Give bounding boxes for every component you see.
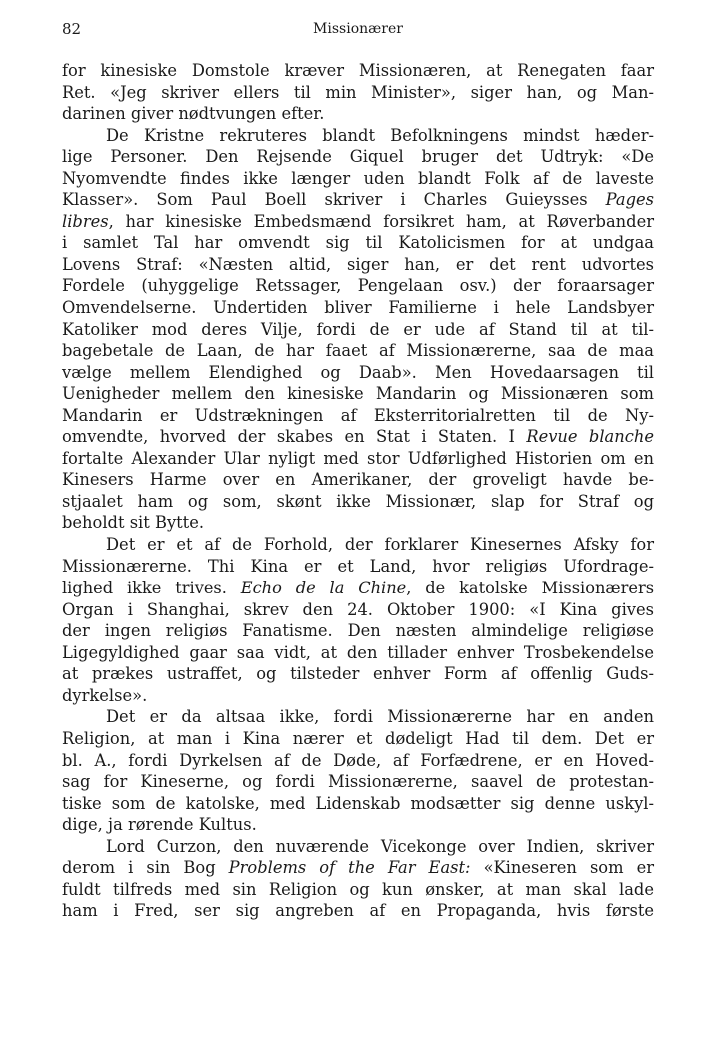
text-line — [62, 577, 654, 599]
text-segment: dige, ja rørende Kultus. — [62, 815, 257, 835]
italic-title: Problems of the Far East: — [228, 858, 471, 878]
text-segment: fuldt tilfreds med sin Religion og kun ønsker, at man skal lade — [62, 879, 654, 899]
text-line — [62, 125, 654, 147]
text-line — [62, 211, 654, 233]
text-line — [62, 534, 654, 556]
text-line — [62, 771, 654, 793]
running-title: Missionærer — [313, 21, 403, 37]
text-segment: omvendte, hvorved der skabes en Stat i Staten. I — [62, 427, 527, 447]
text-segment: Ligegyldighed gaar saa vidt, at den tillader enhver Trosbekendelse — [62, 642, 654, 662]
text-line — [62, 383, 654, 405]
italic-title: Echo de la Chine — [240, 578, 407, 598]
text-segment: bagebetale de Laan, de har faaet af Missionærerne, saa de maa — [62, 341, 654, 361]
text-line — [62, 297, 654, 319]
text-line — [62, 232, 654, 254]
text-line — [62, 663, 654, 685]
text-segment: Omvendelserne. Undertiden bliver Familierne i hele Landsbyer — [62, 298, 654, 318]
text-line — [62, 275, 654, 297]
text-segment: «Kineseren som er — [470, 858, 654, 878]
text-segment: Organ i Shanghai, skrev den 24. Oktober 1900: «I Kina gives — [62, 599, 654, 619]
text-segment: Lovens Straf: «Næsten altid, siger han, er det rent udvortes — [62, 254, 654, 274]
text-line — [62, 82, 654, 104]
text-segment: bl. A., fordi Dyrkelsen af de Døde, af Forfædrene, er en Hoved- — [62, 750, 654, 770]
text-line — [62, 836, 654, 858]
text-line — [62, 362, 654, 384]
text-line — [62, 254, 654, 276]
text-line — [62, 426, 654, 448]
text-line — [62, 60, 654, 82]
text-segment: Mandarin er Udstrækningen af Eksterritorialretten til de Ny- — [62, 405, 654, 425]
text-segment: Det er et af de Forhold, der forklarer Kinesernes Afsky for — [106, 535, 654, 555]
text-line — [62, 556, 654, 578]
text-segment: ham i Fred, ser sig angreben af en Propaganda, hvis første — [62, 901, 654, 921]
text-segment: lighed ikke trives. — [62, 578, 241, 598]
italic-title: libres — [62, 211, 109, 231]
text-segment: derom i sin Bog — [62, 858, 229, 878]
italic-title: Revue blanche — [526, 427, 654, 447]
text-line — [62, 491, 654, 513]
text-line — [62, 599, 654, 621]
text-line — [62, 103, 654, 125]
text-line — [62, 340, 654, 362]
text-line — [62, 879, 654, 901]
page-header — [62, 20, 654, 44]
text-line — [62, 405, 654, 427]
text-line — [62, 793, 654, 815]
text-segment: dyrkelse». — [62, 685, 148, 705]
text-segment: De Kristne rekruteres blandt Befolkningens mindst hæder- — [106, 125, 654, 145]
text-segment: i samlet Tal har omvendt sig til Katolicismen for at undgaa — [62, 233, 654, 253]
text-line — [62, 448, 654, 470]
text-segment: vælge mellem Elendighed og Daab». Men Hovedaarsagen til — [62, 362, 654, 382]
text-line — [62, 857, 654, 879]
text-line — [62, 620, 654, 642]
italic-title: Pages — [605, 190, 654, 210]
body-text — [62, 60, 654, 922]
text-segment: Kinesers Harme over en Amerikaner, der groveligt havde be- — [62, 470, 654, 490]
text-segment: Det er da altsaa ikke, fordi Missionærerne har en anden — [106, 707, 654, 727]
text-line — [62, 319, 654, 341]
text-line — [62, 642, 654, 664]
page-number: 82 — [62, 20, 82, 38]
text-segment: Fordele (uhyggelige Retssager, Pengelaan osv.) der foraarsager — [62, 276, 654, 296]
text-line — [62, 750, 654, 772]
text-line — [62, 512, 654, 534]
text-segment: Klasser». Som Paul Boell skriver i Charles Guieysses — [62, 190, 606, 210]
text-line — [62, 685, 654, 707]
text-line — [62, 146, 654, 168]
text-line — [62, 168, 654, 190]
text-segment: , de katolske Missionærers — [406, 578, 655, 598]
text-segment: darinen giver nødtvungen efter. — [62, 104, 325, 124]
text-line — [62, 189, 654, 211]
text-segment: Religion, at man i Kina nærer et dødeligt Had til dem. Det er — [62, 728, 654, 748]
text-line — [62, 900, 654, 922]
text-line — [62, 706, 654, 728]
text-segment: , har kinesiske Embedsmænd forsikret ham, at Røverbander — [108, 211, 654, 231]
text-segment: Ret. «Jeg skriver ellers til min Minister», siger han, og Man- — [62, 82, 654, 102]
text-segment: Katoliker mod deres Vilje, fordi de er ude af Stand til at til- — [62, 319, 654, 339]
text-segment: at prækes ustraffet, og tilsteder enhver Form af offenlig Guds- — [62, 664, 654, 684]
text-segment: for kinesiske Domstole kræver Missionæren, at Renegaten faar — [62, 61, 654, 80]
text-segment: sag for Kineserne, og fordi Missionærerne, saavel de protestan- — [62, 772, 654, 792]
text-segment: fortalte Alexander Ular nyligt med stor Udførlighed Historien om en — [62, 448, 654, 468]
text-segment: beholdt sit Bytte. — [62, 513, 205, 533]
text-line — [62, 469, 654, 491]
text-segment: tiske som de katolske, med Lidenskab modsætter sig denne uskyl- — [62, 793, 654, 813]
text-segment: Lord Curzon, den nuværende Vicekonge over Indien, skriver — [106, 836, 654, 856]
text-segment: Missionærerne. Thi Kina er et Land, hvor religiøs Ufordrage- — [62, 556, 654, 576]
text-segment: lige Personer. Den Rejsende Giquel bruger det Udtryk: «De — [62, 147, 654, 167]
text-segment: Nyomvendte findes ikke længer uden blandt Folk af de laveste — [62, 168, 654, 188]
text-segment: der ingen religiøs Fanatisme. Den næsten almindelige religiøse — [62, 621, 654, 641]
text-line — [62, 814, 654, 836]
text-segment: stjaalet ham og som, skønt ikke Missionær, slap for Straf og — [62, 491, 654, 511]
text-line — [62, 728, 654, 750]
text-segment: Uenigheder mellem den kinesiske Mandarin og Missionæren som — [62, 384, 654, 404]
